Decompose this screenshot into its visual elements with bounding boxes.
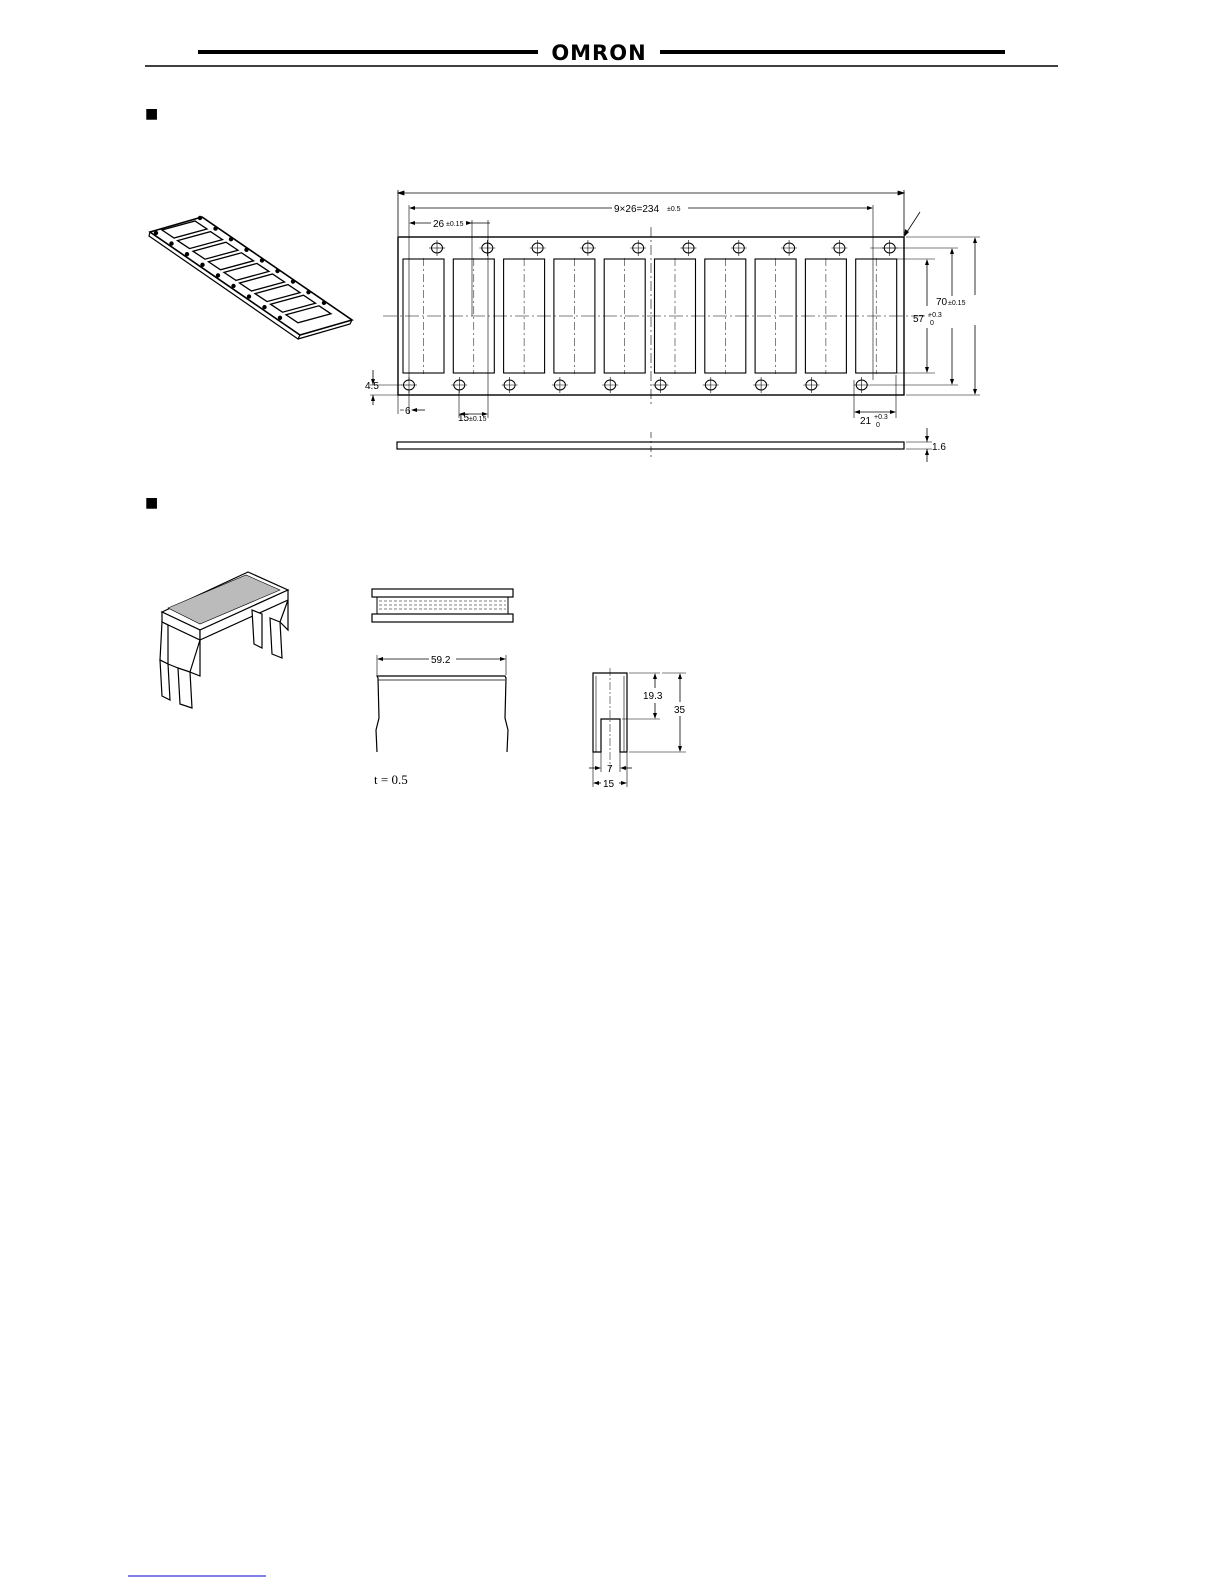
leader-arrow [904,212,920,237]
end-width-tol-lower: 0 [876,422,880,429]
dim-unit-pitch [409,219,490,316]
iso-plate-hole [276,269,279,272]
iso-plate-hole [278,316,281,319]
clip-height-label: 35 [674,705,686,716]
iso-plate-hole [170,242,173,245]
window-height-tol-upper: +0.3 [928,312,942,319]
iso-plate-hole [307,291,310,294]
clip-side-view [589,668,686,790]
iso-plate-hole [214,227,217,230]
section-bullet-1: ■ [145,106,159,122]
window-height-label: 57 [913,314,925,325]
section-bullet-2: ■ [145,495,159,511]
hole-spacing-tol: ±0.15 [469,416,487,423]
dim-pitch-total [409,204,873,380]
pitch-total-label: 9×26=234 [614,204,660,215]
header-rule-left [198,50,538,54]
iso-plate-hole [154,231,157,234]
iso-plate-hole [322,301,325,304]
clip-front-view [374,655,508,787]
plate-thickness-label: 1.6 [932,442,946,453]
pitch-total-tol: ±0.5 [667,206,681,213]
clip-width-label: 59.2 [431,655,451,666]
iso-plate-hole [245,248,248,251]
plate-front-view [383,227,930,405]
dim-edge-offset-v [365,370,402,405]
iso-plate-hole [216,274,219,277]
clip-top-view [372,589,513,622]
slot-depth-label: 19.3 [643,691,663,702]
page-header [145,41,1058,66]
brand-logo: OMRON [551,41,647,65]
dim-hole-spacing [458,220,488,424]
iso-plate-hole [260,259,263,262]
clip-isometric-view [160,572,288,708]
clip-thickness-note: t = 0.5 [374,772,408,787]
plate-isometric-view [149,216,352,339]
slot-width-label: 7 [607,764,613,775]
iso-plate-hole [291,280,294,283]
iso-plate-hole [198,216,201,219]
iso-plate-hole [247,295,250,298]
iso-plate-hole [263,306,266,309]
plate-height-tol: ±0.15 [948,300,966,307]
dim-edge-offset-h [398,390,425,417]
window-height-tol-lower: 0 [930,320,934,327]
unit-pitch-tol: ±0.15 [446,221,464,228]
iso-plate-hole [232,284,235,287]
end-width-tol-upper: +0.3 [874,414,888,421]
hole-spacing-label: 15 [458,413,470,424]
plate-side-view [397,428,946,462]
edge-offset-v-label: 4.5 [365,381,379,392]
dim-end-width [854,375,896,429]
plate-height-label: 70 [936,297,948,308]
iso-plate-hole [229,238,232,241]
iso-plate-hole [185,253,188,256]
header-rule-right [660,50,1005,54]
iso-plate-hole [201,263,204,266]
edge-offset-h-label: 6 [405,406,411,417]
unit-pitch-label: 26 [433,219,445,230]
side-width-label: 15 [603,779,615,790]
end-width-label: 21 [860,416,872,427]
